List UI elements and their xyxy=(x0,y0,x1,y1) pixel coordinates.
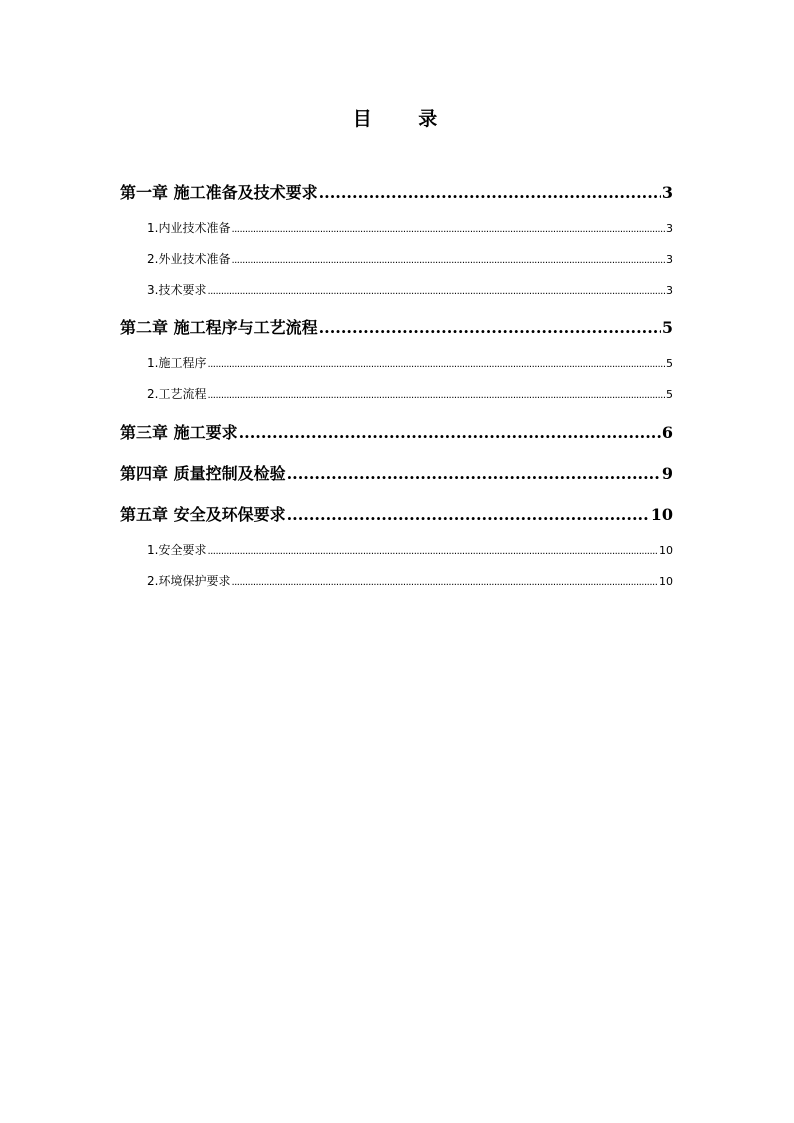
toc-entry-chapter-4[interactable] xyxy=(120,461,673,484)
toc-entry-page-number: 5 xyxy=(661,318,673,337)
toc-entry-page-number: 5 xyxy=(666,388,673,401)
dot-leader xyxy=(319,183,661,202)
toc-entry-page-number: 3 xyxy=(666,253,673,266)
toc-entry-label: 第二章 施工程序与工艺流程 xyxy=(120,318,318,337)
toc-entry-section-2-1[interactable] xyxy=(147,354,673,371)
dot-leader xyxy=(319,318,661,337)
toc-entry-page-number: 3 xyxy=(666,222,673,235)
toc-entry-page-number: 5 xyxy=(666,357,673,370)
toc-entry-page-number: 3 xyxy=(666,284,673,297)
dot-leader xyxy=(207,387,665,401)
toc-entry-chapter-5[interactable] xyxy=(120,502,673,525)
dot-leader xyxy=(239,423,661,442)
toc-entry-page-number: 3 xyxy=(661,183,673,202)
toc-entry-label: 第三章 施工要求 xyxy=(120,423,238,442)
dot-leader xyxy=(207,283,665,297)
dot-leader xyxy=(231,221,665,235)
dot-leader xyxy=(207,356,665,370)
dot-leader xyxy=(287,464,661,483)
toc-entry-section-1-2[interactable] xyxy=(147,250,673,267)
toc-entry-label: 1.内业技术准备 xyxy=(147,221,231,235)
toc-entry-chapter-2[interactable] xyxy=(120,315,673,338)
toc-entry-chapter-1[interactable] xyxy=(120,180,673,203)
toc-entry-label: 第四章 质量控制及检验 xyxy=(120,464,286,483)
toc-entry-chapter-3[interactable] xyxy=(120,420,673,443)
toc-entry-page-number: 9 xyxy=(661,464,673,483)
toc-entry-section-5-1[interactable] xyxy=(147,541,673,558)
toc-entry-section-1-1[interactable] xyxy=(147,219,673,236)
toc-entry-section-5-2[interactable] xyxy=(147,572,673,589)
toc-entry-label: 2.外业技术准备 xyxy=(147,252,231,266)
toc-title: 目 录 xyxy=(352,108,458,130)
toc-entry-page-number: 10 xyxy=(659,575,673,588)
toc-entry-section-1-3[interactable] xyxy=(147,281,673,298)
toc-entry-label: 3.技术要求 xyxy=(147,283,207,297)
toc-entry-label: 2.环境保护要求 xyxy=(147,574,231,588)
dot-leader xyxy=(231,252,665,266)
toc-entry-page-number: 10 xyxy=(659,544,673,557)
dot-leader xyxy=(207,543,658,557)
dot-leader xyxy=(287,505,650,524)
dot-leader xyxy=(231,574,658,588)
toc-entry-label: 第一章 施工准备及技术要求 xyxy=(120,183,318,202)
toc-entry-label: 1.安全要求 xyxy=(147,543,207,557)
toc-entry-label: 2.工艺流程 xyxy=(147,387,207,401)
toc-entry-label: 1.施工程序 xyxy=(147,356,207,370)
toc-entry-page-number: 10 xyxy=(650,505,673,524)
toc-entry-section-2-2[interactable] xyxy=(147,385,673,402)
toc-entry-page-number: 6 xyxy=(661,423,673,442)
toc-entry-label: 第五章 安全及环保要求 xyxy=(120,505,286,524)
